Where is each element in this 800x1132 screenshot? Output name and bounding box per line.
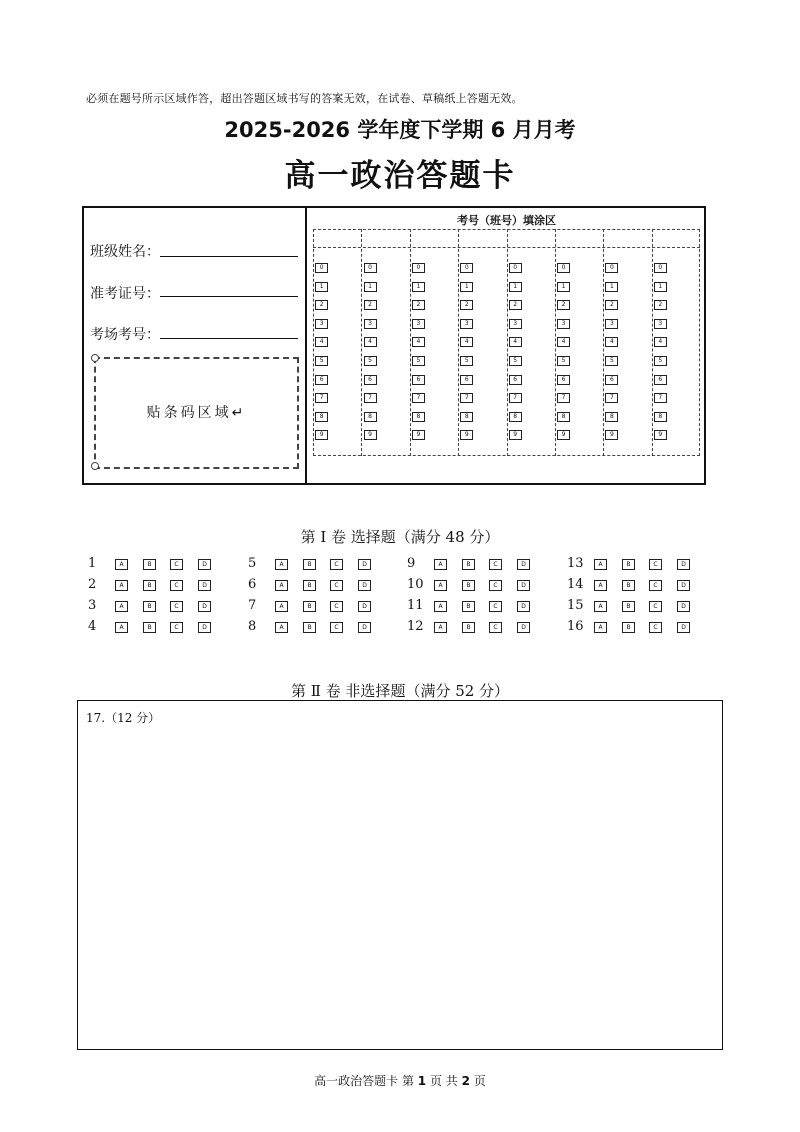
digit-bubble[interactable]: 5	[509, 356, 522, 366]
digit-bubble[interactable]: 3	[315, 319, 328, 329]
digit-bubble[interactable]: 3	[412, 319, 425, 329]
digit-bubble[interactable]: 6	[315, 375, 328, 385]
class-name-field[interactable]	[160, 256, 298, 257]
option-bubble-d[interactable]: D	[358, 580, 371, 591]
barcode-area-label: 贴条码区域↵	[146, 405, 247, 421]
option-bubble-b[interactable]: B	[143, 601, 156, 612]
digit-bubble[interactable]: 6	[509, 375, 522, 385]
option-bubble-c[interactable]: C	[330, 559, 343, 570]
option-bubble-d[interactable]: D	[198, 580, 211, 591]
digit-bubble[interactable]: 9	[460, 430, 473, 440]
digit-bubble[interactable]: 7	[412, 393, 425, 403]
option-bubble-a[interactable]: A	[115, 622, 128, 633]
fill-grid-column-divider	[603, 229, 604, 456]
digit-bubble[interactable]: 8	[315, 412, 328, 422]
digit-bubble[interactable]: 0	[654, 263, 667, 273]
digit-bubble[interactable]: 6	[605, 375, 618, 385]
digit-bubble[interactable]: 3	[364, 319, 377, 329]
digit-bubble[interactable]: 8	[654, 412, 667, 422]
option-bubble-c[interactable]: C	[170, 559, 183, 570]
info-box-divider	[305, 206, 307, 485]
question-number: 6	[248, 577, 257, 592]
digit-bubble[interactable]: 1	[557, 282, 570, 292]
option-bubble-c[interactable]: C	[489, 580, 502, 591]
digit-bubble[interactable]: 6	[412, 375, 425, 385]
option-bubble-d[interactable]: D	[198, 559, 211, 570]
fill-grid-column-divider	[458, 229, 459, 456]
option-bubble-c[interactable]: C	[489, 559, 502, 570]
option-bubble-a[interactable]: A	[115, 559, 128, 570]
footer-prefix: 高一政治答题卡 第	[314, 1074, 414, 1088]
footer-total-pages: 2	[461, 1074, 470, 1088]
digit-bubble[interactable]: 4	[315, 337, 328, 347]
digit-bubble[interactable]: 0	[412, 263, 425, 273]
digit-bubble[interactable]: 7	[315, 393, 328, 403]
digit-bubble[interactable]: 4	[605, 337, 618, 347]
digit-bubble[interactable]: 4	[654, 337, 667, 347]
option-bubble-d[interactable]: D	[517, 622, 530, 633]
digit-bubble[interactable]: 5	[412, 356, 425, 366]
digit-bubble[interactable]: 4	[364, 337, 377, 347]
option-bubble-c[interactable]: C	[489, 622, 502, 633]
option-bubble-c[interactable]: C	[649, 601, 662, 612]
option-bubble-b[interactable]: B	[462, 580, 475, 591]
option-bubble-d[interactable]: D	[517, 559, 530, 570]
fill-grid-column-divider	[507, 229, 508, 456]
exam-number-fill-title: 考号（班号）填涂区	[457, 214, 556, 227]
digit-bubble[interactable]: 6	[364, 375, 377, 385]
fill-grid-column-divider	[652, 229, 653, 456]
digit-bubble[interactable]: 4	[460, 337, 473, 347]
exam-title: 2025-2026 学年度下学期 6 月月考	[224, 118, 576, 142]
option-bubble-d[interactable]: D	[517, 601, 530, 612]
option-bubble-d[interactable]: D	[198, 601, 211, 612]
digit-bubble[interactable]: 5	[460, 356, 473, 366]
digit-bubble[interactable]: 1	[654, 282, 667, 292]
question-number: 11	[407, 598, 424, 613]
question-number: 9	[407, 556, 416, 571]
digit-bubble[interactable]: 5	[605, 356, 618, 366]
option-bubble-c[interactable]: C	[330, 580, 343, 591]
option-bubble-d[interactable]: D	[198, 622, 211, 633]
question-number: 3	[88, 598, 97, 613]
corner-mark-icon	[91, 462, 99, 470]
option-bubble-a[interactable]: A	[434, 580, 447, 591]
question-number: 7	[248, 598, 257, 613]
option-bubble-a[interactable]: A	[594, 601, 607, 612]
digit-bubble[interactable]: 8	[412, 412, 425, 422]
fill-grid-column-divider	[361, 229, 362, 456]
digit-bubble[interactable]: 6	[654, 375, 667, 385]
digit-bubble[interactable]: 1	[460, 282, 473, 292]
exam-room-number-field[interactable]	[160, 338, 298, 339]
digit-bubble[interactable]: 1	[412, 282, 425, 292]
option-bubble-c[interactable]: C	[330, 622, 343, 633]
option-bubble-b[interactable]: B	[303, 580, 316, 591]
digit-bubble[interactable]: 1	[605, 282, 618, 292]
digit-bubble[interactable]: 8	[605, 412, 618, 422]
digit-bubble[interactable]: 7	[509, 393, 522, 403]
question-number: 2	[88, 577, 97, 592]
option-bubble-a[interactable]: A	[275, 622, 288, 633]
option-bubble-a[interactable]: A	[434, 559, 447, 570]
digit-bubble[interactable]: 2	[654, 300, 667, 310]
q17-label: 17.（12 分）	[86, 711, 161, 725]
option-bubble-a[interactable]: A	[115, 580, 128, 591]
option-bubble-b[interactable]: B	[303, 601, 316, 612]
digit-bubble[interactable]: 3	[605, 319, 618, 329]
digit-bubble[interactable]: 7	[557, 393, 570, 403]
q17-answer-area[interactable]	[77, 700, 723, 1050]
question-number: 4	[88, 619, 97, 634]
option-bubble-d[interactable]: D	[677, 580, 690, 591]
footer-middle: 页 共	[429, 1074, 458, 1088]
option-bubble-b[interactable]: B	[303, 622, 316, 633]
digit-bubble[interactable]: 9	[364, 430, 377, 440]
option-bubble-a[interactable]: A	[594, 559, 607, 570]
digit-bubble[interactable]: 2	[557, 300, 570, 310]
digit-bubble[interactable]: 2	[605, 300, 618, 310]
digit-bubble[interactable]: 0	[460, 263, 473, 273]
footer-page-number: 1	[417, 1074, 427, 1088]
exam-room-number-label: 考场考号：	[90, 327, 160, 343]
digit-bubble[interactable]: 9	[557, 430, 570, 440]
digit-bubble[interactable]: 9	[412, 430, 425, 440]
digit-bubble[interactable]: 3	[557, 319, 570, 329]
digit-bubble[interactable]: 8	[364, 412, 377, 422]
digit-bubble[interactable]: 0	[509, 263, 522, 273]
digit-bubble[interactable]: 8	[557, 412, 570, 422]
digit-bubble[interactable]: 2	[460, 300, 473, 310]
page-footer	[0, 1072, 800, 1089]
digit-bubble[interactable]: 2	[412, 300, 425, 310]
digit-bubble[interactable]: 3	[654, 319, 667, 329]
option-bubble-a[interactable]: A	[594, 580, 607, 591]
option-bubble-a[interactable]: A	[275, 601, 288, 612]
digit-bubble[interactable]: 7	[605, 393, 618, 403]
admission-number-field[interactable]	[160, 296, 298, 297]
digit-bubble[interactable]: 6	[460, 375, 473, 385]
question-number: 16	[567, 619, 584, 634]
digit-bubble[interactable]: 8	[460, 412, 473, 422]
digit-bubble[interactable]: 9	[605, 430, 618, 440]
option-bubble-c[interactable]: C	[170, 622, 183, 633]
option-bubble-d[interactable]: D	[677, 622, 690, 633]
digit-bubble[interactable]: 0	[364, 263, 377, 273]
option-bubble-b[interactable]: B	[622, 580, 635, 591]
digit-bubble[interactable]: 9	[509, 430, 522, 440]
digit-bubble[interactable]: 7	[460, 393, 473, 403]
digit-bubble[interactable]: 3	[509, 319, 522, 329]
digit-bubble[interactable]: 5	[315, 356, 328, 366]
option-bubble-b[interactable]: B	[622, 622, 635, 633]
question-number: 15	[567, 598, 584, 613]
option-bubble-d[interactable]: D	[358, 559, 371, 570]
fill-grid-column-divider	[555, 229, 556, 456]
option-bubble-b[interactable]: B	[462, 559, 475, 570]
option-bubble-d[interactable]: D	[358, 622, 371, 633]
option-bubble-c[interactable]: C	[649, 580, 662, 591]
question-number: 8	[248, 619, 257, 634]
option-bubble-d[interactable]: D	[677, 559, 690, 570]
digit-bubble[interactable]: 1	[315, 282, 328, 292]
option-bubble-c[interactable]: C	[649, 559, 662, 570]
option-bubble-b[interactable]: B	[143, 622, 156, 633]
section2-title: 第 Ⅱ 卷 非选择题（满分 52 分）	[290, 682, 510, 700]
option-bubble-c[interactable]: C	[170, 580, 183, 591]
answer-sheet-title: 高一政治答题卡	[284, 158, 516, 194]
question-number: 1	[88, 556, 97, 571]
digit-bubble[interactable]: 5	[557, 356, 570, 366]
digit-bubble[interactable]: 4	[509, 337, 522, 347]
digit-bubble[interactable]: 0	[315, 263, 328, 273]
class-name-label: 班级姓名：	[90, 244, 160, 260]
digit-bubble[interactable]: 5	[364, 356, 377, 366]
question-number: 12	[407, 619, 424, 634]
digit-bubble[interactable]: 5	[654, 356, 667, 366]
digit-bubble[interactable]: 7	[364, 393, 377, 403]
option-bubble-b[interactable]: B	[622, 601, 635, 612]
option-bubble-c[interactable]: C	[330, 601, 343, 612]
option-bubble-a[interactable]: A	[594, 622, 607, 633]
option-bubble-c[interactable]: C	[170, 601, 183, 612]
question-number: 13	[567, 556, 584, 571]
option-bubble-a[interactable]: A	[434, 622, 447, 633]
digit-bubble[interactable]: 1	[364, 282, 377, 292]
question-number: 5	[248, 556, 257, 571]
digit-bubble[interactable]: 9	[315, 430, 328, 440]
digit-bubble[interactable]: 4	[557, 337, 570, 347]
option-bubble-b[interactable]: B	[303, 559, 316, 570]
digit-bubble[interactable]: 2	[315, 300, 328, 310]
option-bubble-d[interactable]: D	[517, 580, 530, 591]
section1-title: 第 Ⅰ 卷 选择题（满分 48 分）	[300, 528, 500, 546]
digit-bubble[interactable]: 9	[654, 430, 667, 440]
digit-bubble[interactable]: 0	[557, 263, 570, 273]
option-bubble-d[interactable]: D	[677, 601, 690, 612]
digit-bubble[interactable]: 3	[460, 319, 473, 329]
option-bubble-b[interactable]: B	[462, 622, 475, 633]
digit-bubble[interactable]: 2	[364, 300, 377, 310]
admission-number-label: 准考证号：	[90, 286, 160, 302]
option-bubble-b[interactable]: B	[462, 601, 475, 612]
option-bubble-b[interactable]: B	[143, 580, 156, 591]
footer-suffix: 页	[473, 1074, 486, 1088]
digit-bubble[interactable]: 7	[654, 393, 667, 403]
option-bubble-a[interactable]: A	[434, 601, 447, 612]
digit-bubble[interactable]: 8	[509, 412, 522, 422]
instruction-notice: 必须在题号所示区域作答，超出答题区域书写的答案无效，在试卷、草稿纸上答题无效。	[86, 92, 523, 105]
question-number: 10	[407, 577, 424, 592]
option-bubble-c[interactable]: C	[489, 601, 502, 612]
option-bubble-c[interactable]: C	[649, 622, 662, 633]
corner-mark-icon	[91, 354, 99, 362]
fill-grid-column-divider	[410, 229, 411, 456]
digit-bubble[interactable]: 2	[509, 300, 522, 310]
option-bubble-d[interactable]: D	[358, 601, 371, 612]
option-bubble-a[interactable]: A	[275, 580, 288, 591]
digit-bubble[interactable]: 6	[557, 375, 570, 385]
digit-bubble[interactable]: 1	[509, 282, 522, 292]
option-bubble-a[interactable]: A	[115, 601, 128, 612]
option-bubble-b[interactable]: B	[622, 559, 635, 570]
question-number: 14	[567, 577, 584, 592]
option-bubble-b[interactable]: B	[143, 559, 156, 570]
digit-bubble[interactable]: 4	[412, 337, 425, 347]
option-bubble-a[interactable]: A	[275, 559, 288, 570]
digit-bubble[interactable]: 0	[605, 263, 618, 273]
